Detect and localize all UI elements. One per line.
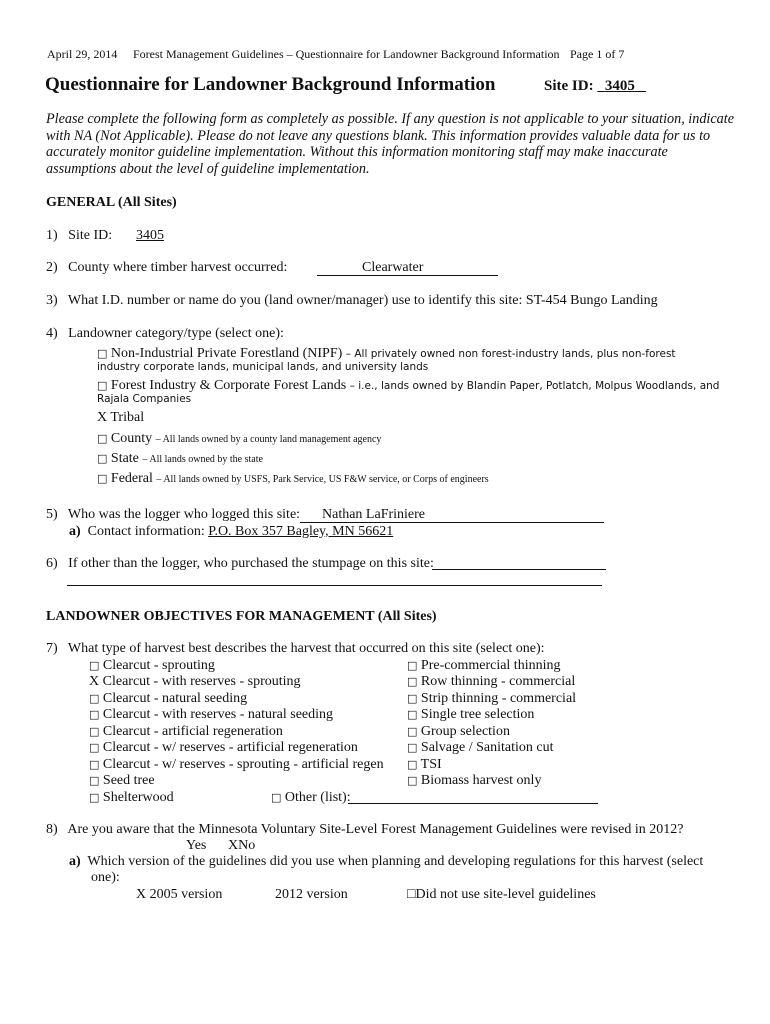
checkbox-icon[interactable]: □ bbox=[89, 659, 100, 672]
q7-option-clearcut-artificial-regen[interactable] bbox=[89, 724, 283, 740]
q8a-option-2005[interactable]: X 2005 version bbox=[136, 887, 223, 902]
q4-option-federal[interactable] bbox=[97, 471, 489, 487]
q7-option-label: TSI bbox=[420, 757, 442, 772]
q4-option-forest-industry-label: Forest Industry & Corporate Forest Lands bbox=[110, 378, 347, 393]
section-heading-general: GENERAL (All Sites) bbox=[46, 195, 177, 210]
checkbox-x-mark[interactable]: X bbox=[89, 674, 100, 689]
q7-option-shelterwood[interactable] bbox=[89, 790, 174, 806]
q4-option-forest-industry-desc: – i.e., lands owned by Blandin Paper, Potlatch, Molpus Woodlands, and bbox=[349, 380, 720, 392]
q8a-text: Which version of the guidelines did you use when planning and developing regulations for this harvest (select bbox=[87, 854, 704, 869]
checkbox-icon[interactable]: □ bbox=[407, 675, 418, 688]
q8-label: Are you aware that the Minnesota Voluntary Site-Level Forest Management Guidelines were revised in 2012? bbox=[67, 822, 684, 837]
checkbox-icon[interactable]: □ bbox=[407, 692, 418, 705]
question-4 bbox=[46, 326, 284, 342]
q5a-text: Contact information: bbox=[87, 524, 205, 539]
question-5 bbox=[46, 507, 300, 523]
q7-option-other-label: Other (list): bbox=[284, 790, 351, 805]
checkbox-icon[interactable]: □ bbox=[271, 791, 282, 804]
q4-option-nipf[interactable] bbox=[97, 346, 676, 362]
q4-option-state[interactable] bbox=[97, 451, 263, 467]
q8a-option-not-used[interactable]: □Did not use site-level guidelines bbox=[407, 887, 596, 902]
q7-option-clearcut-reserves-sprouting-artificial[interactable] bbox=[89, 757, 384, 773]
q7-option-clearcut-reserves-artificial-regen[interactable] bbox=[89, 740, 358, 756]
intro-paragraph: Please complete the following form as completely as possible. If any question is not applicable to your situation, indicate with NA (Not Applicable). Please do not leave any questions blank. This information provides valuable data for us to accurately monitor guideline implementation. Without this information monitoring staff may make inaccurate assumptions about the level of guideline implementation. bbox=[46, 111, 734, 177]
q7-option-clearcut-reserves-sprouting[interactable] bbox=[89, 674, 301, 690]
q7-option-label: Seed tree bbox=[102, 773, 155, 788]
q8-number: 8) bbox=[46, 822, 58, 837]
site-id-top-label: Site ID: bbox=[544, 78, 594, 94]
q7-option-tsi[interactable] bbox=[407, 757, 442, 773]
checkbox-icon[interactable]: □ bbox=[89, 692, 100, 705]
q4-option-tribal[interactable] bbox=[97, 410, 144, 426]
q4-option-federal-label: Federal bbox=[110, 471, 153, 486]
q7-option-label: Clearcut - with reserves - natural seeding bbox=[102, 707, 334, 722]
checkbox-icon[interactable]: □ bbox=[407, 708, 418, 721]
checkbox-icon[interactable]: □ bbox=[97, 379, 108, 392]
q8-option-no[interactable]: XNo bbox=[228, 838, 256, 853]
q7-label: What type of harvest best describes the harvest that occurred on this site (select one): bbox=[67, 641, 545, 656]
q5-label: Who was the logger who logged this site: bbox=[67, 507, 301, 522]
q4-label: Landowner category/type (select one): bbox=[68, 326, 284, 341]
checkbox-icon[interactable]: □ bbox=[89, 725, 100, 738]
checkbox-icon[interactable]: □ bbox=[89, 774, 100, 787]
q4-option-nipf-desc2: industry corporate lands, municipal lands, and university lands bbox=[97, 361, 429, 373]
question-6 bbox=[46, 556, 434, 572]
question-1 bbox=[46, 228, 112, 244]
q1-number: 1) bbox=[46, 228, 58, 243]
checkbox-icon[interactable]: □ bbox=[97, 452, 108, 465]
q1-label: Site ID: bbox=[68, 228, 113, 243]
checkbox-icon[interactable]: □ bbox=[89, 708, 100, 721]
q2-county-field[interactable] bbox=[317, 260, 498, 276]
page-title: Questionnaire for Landowner Background Information bbox=[45, 74, 496, 95]
q6-label: If other than the logger, who purchased the stumpage on this site: bbox=[68, 556, 434, 571]
q7-option-label: Clearcut - with reserves - sprouting bbox=[102, 674, 301, 689]
q5a-label: a) bbox=[69, 524, 81, 539]
q2-number: 2) bbox=[46, 260, 58, 275]
question-7 bbox=[46, 641, 545, 657]
q7-option-strip-thinning[interactable] bbox=[407, 691, 576, 707]
q7-option-label: Clearcut - w/ reserves - artificial regeneration bbox=[102, 740, 358, 755]
q2-county-value: Clearwater bbox=[362, 260, 424, 275]
q7-option-label: Clearcut - sprouting bbox=[102, 658, 215, 673]
q7-option-row-thinning[interactable] bbox=[407, 674, 575, 690]
checkbox-icon[interactable]: □ bbox=[97, 432, 108, 445]
q8-option-yes[interactable]: Yes bbox=[186, 838, 207, 853]
q4-option-county-desc: – All lands owned by a county land management agency bbox=[155, 434, 382, 445]
q8a-text-cont: one): bbox=[91, 870, 120, 885]
q7-option-seed-tree[interactable] bbox=[89, 773, 155, 789]
q7-option-clearcut-natural-seeding[interactable] bbox=[89, 691, 247, 707]
q4-option-tribal-label: Tribal bbox=[110, 410, 145, 425]
header-page-number: Page 1 of 7 bbox=[570, 47, 625, 61]
checkbox-icon[interactable]: □ bbox=[89, 758, 100, 771]
q6-stumpage-field[interactable] bbox=[432, 569, 606, 570]
q7-option-precommercial-thinning[interactable] bbox=[407, 658, 560, 674]
q7-option-label: Biomass harvest only bbox=[420, 773, 542, 788]
checkbox-icon[interactable]: □ bbox=[407, 659, 418, 672]
q2-label: County where timber harvest occurred: bbox=[68, 260, 288, 275]
q4-option-nipf-label: Non-Industrial Private Forestland (NIPF) bbox=[110, 346, 343, 361]
checkbox-icon[interactable]: □ bbox=[407, 774, 418, 787]
q5-number: 5) bbox=[46, 507, 58, 522]
q5-logger-value: Nathan LaFriniere bbox=[322, 507, 426, 522]
q3-text: What I.D. number or name do you (land owner/manager) use to identify this site: ST-454 Bungo Landing bbox=[67, 293, 658, 308]
q7-option-label: Shelterwood bbox=[102, 790, 174, 805]
q7-other-field[interactable] bbox=[348, 803, 598, 804]
checkbox-icon[interactable]: □ bbox=[89, 791, 100, 804]
q4-option-forest-industry[interactable] bbox=[97, 378, 719, 394]
checkbox-icon[interactable]: □ bbox=[97, 472, 108, 485]
q7-option-label: Pre-commercial thinning bbox=[420, 658, 561, 673]
checkbox-icon[interactable]: □ bbox=[407, 758, 418, 771]
question-3 bbox=[46, 293, 658, 309]
q7-number: 7) bbox=[46, 641, 58, 656]
q6-stumpage-field-line2[interactable] bbox=[67, 585, 602, 586]
q1-site-id-field[interactable]: 3405 bbox=[136, 228, 164, 243]
checkbox-icon[interactable]: □ bbox=[89, 741, 100, 754]
q4-option-county-label: County bbox=[110, 431, 153, 446]
q6-number: 6) bbox=[46, 556, 58, 571]
checkbox-icon[interactable]: □ bbox=[407, 725, 418, 738]
q4-option-state-desc: – All lands owned by the state bbox=[142, 454, 263, 465]
q4-number: 4) bbox=[46, 326, 58, 341]
q7-option-label: Group selection bbox=[420, 724, 510, 739]
q4-option-county[interactable] bbox=[97, 431, 381, 447]
q7-option-salvage[interactable] bbox=[407, 740, 554, 756]
q7-option-label: Clearcut - w/ reserves - sprouting - artificial regen bbox=[102, 757, 384, 772]
q8a-label: a) bbox=[69, 854, 81, 869]
q7-option-group-selection[interactable] bbox=[407, 724, 510, 740]
q7-option-clearcut-sprouting[interactable] bbox=[89, 658, 215, 674]
q4-option-federal-desc: – All lands owned by USFS, Park Service, US F&W service, or Corps of engineers bbox=[156, 474, 489, 485]
q4-option-state-label: State bbox=[110, 451, 139, 466]
q7-option-label: Strip thinning - commercial bbox=[420, 691, 577, 706]
question-8 bbox=[46, 822, 684, 838]
q7-option-label: Single tree selection bbox=[420, 707, 535, 722]
q5-logger-field[interactable] bbox=[300, 507, 604, 523]
question-2 bbox=[46, 260, 287, 276]
q4-option-forest-industry-desc2: Rajala Companies bbox=[97, 393, 192, 405]
q7-option-clearcut-reserves-natural-seeding[interactable] bbox=[89, 707, 333, 723]
q8a bbox=[69, 854, 703, 870]
header-doc-title: Forest Management Guidelines – Questionnaire for Landowner Background Information bbox=[133, 47, 560, 61]
q7-option-biomass[interactable] bbox=[407, 773, 541, 789]
q3-number: 3) bbox=[46, 293, 58, 308]
q7-option-label: Clearcut - natural seeding bbox=[102, 691, 248, 706]
header-date: April 29, 2014 bbox=[47, 47, 118, 61]
q5a-contact bbox=[69, 524, 393, 540]
q8a-option-2012[interactable]: 2012 version bbox=[275, 887, 348, 902]
q7-option-single-tree-selection[interactable] bbox=[407, 707, 534, 723]
q4-option-nipf-desc: – All privately owned non forest-industry lands, plus non-forest bbox=[345, 348, 676, 360]
q5a-contact-field[interactable]: P.O. Box 357 Bagley, MN 56621 bbox=[208, 524, 394, 539]
q7-option-label: Row thinning - commercial bbox=[420, 674, 576, 689]
checkbox-icon[interactable]: □ bbox=[97, 347, 108, 360]
q7-option-label: Clearcut - artificial regeneration bbox=[102, 724, 283, 739]
checkbox-icon[interactable]: □ bbox=[407, 741, 418, 754]
section-heading-objectives: LANDOWNER OBJECTIVES FOR MANAGEMENT (All Sites) bbox=[46, 609, 437, 624]
site-id-top-value[interactable]: 3405 bbox=[604, 78, 635, 94]
q7-option-other[interactable] bbox=[271, 790, 351, 806]
checkbox-x-mark[interactable]: X bbox=[97, 410, 108, 425]
site-id-top bbox=[544, 78, 646, 95]
q7-option-label: Salvage / Sanitation cut bbox=[420, 740, 554, 755]
